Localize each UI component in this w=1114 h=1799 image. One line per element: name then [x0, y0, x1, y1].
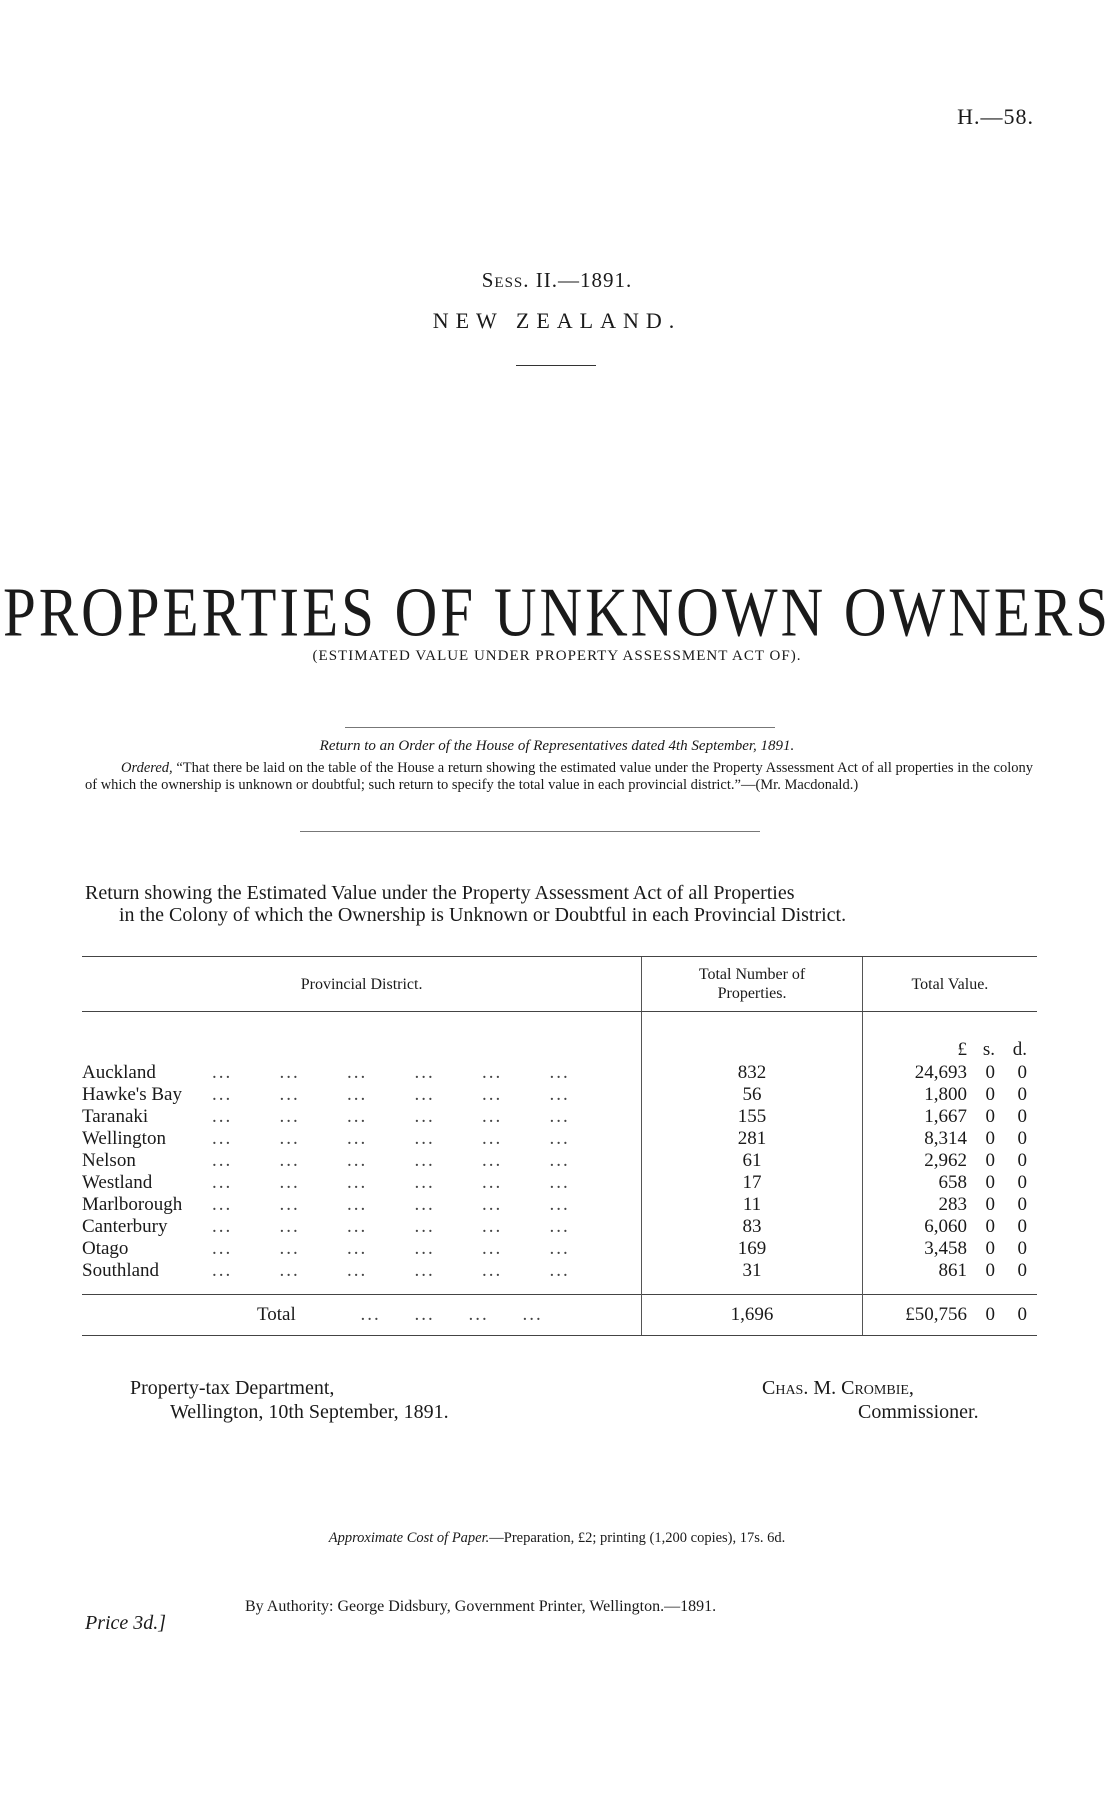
value-pence: 0 [1017, 1150, 1027, 1171]
order-reference: Return to an Order of the House of Representatives dated 4th September, 1891. [319, 738, 795, 754]
row-leaders: ... ... ... ... ... ... [212, 1106, 570, 1127]
value-pounds: 24,693 [914, 1062, 967, 1083]
total-number: 1,696 [642, 1295, 863, 1336]
units-row [82, 1038, 1037, 1062]
row-leaders: ... ... ... ... ... ... [212, 1128, 570, 1149]
total-shillings: 0 [985, 1304, 995, 1325]
return-heading [85, 882, 1035, 926]
value-pence: 0 [1017, 1172, 1027, 1193]
value-pounds: 1,667 [924, 1106, 967, 1127]
table-row [82, 1062, 1037, 1084]
district-name: Auckland [82, 1062, 156, 1083]
spacer-row [82, 1282, 1037, 1295]
printer-authority: By Authority: George Didsbury, Government Printer, Wellington.—1891. [245, 1598, 717, 1615]
table-row [82, 1084, 1037, 1106]
value-shillings: 0 [985, 1084, 995, 1105]
value-pence: 0 [1017, 1194, 1027, 1215]
property-count: 832 [642, 1062, 863, 1084]
table-header-row [82, 957, 1037, 1012]
row-leaders: ... ... ... ... ... ... [212, 1062, 570, 1083]
total-pence: 0 [1017, 1304, 1027, 1325]
table-row [82, 1194, 1037, 1216]
value-pounds: 1,800 [924, 1084, 967, 1105]
property-count: 56 [642, 1084, 863, 1106]
value-shillings: 0 [985, 1106, 995, 1127]
signoff-department [130, 1376, 449, 1424]
header-district: Provincial District. [82, 957, 642, 1012]
value-pounds: 6,060 [924, 1216, 967, 1237]
table-row [82, 1238, 1037, 1260]
ordered-body: “That there be laid on the table of the House a return showing the estimated value under the Property Assessment Act of all properties in the colony of which the ownership is unknown or doubtful; such return to specify the total value in each provincial district.”—(Mr. Macdonald.) [85, 760, 1034, 793]
return-heading-line1: Return showing the Estimated Value under the Property Assessment Act of all Properties [85, 882, 795, 904]
row-leaders: ... ... ... ... ... ... [212, 1194, 570, 1215]
table-row [82, 1216, 1037, 1238]
value-pounds: 2,962 [924, 1150, 967, 1171]
return-heading-line2: in the Colony of which the Ownership is Unknown or Doubtful in each Provincial District. [119, 904, 847, 926]
property-count: 17 [642, 1172, 863, 1194]
property-count: 61 [642, 1150, 863, 1172]
page-number: H.—58. [957, 104, 1034, 129]
value-pounds: 658 [938, 1172, 967, 1193]
value-shillings: 0 [985, 1128, 995, 1149]
cost-line [0, 1530, 1114, 1547]
value-pounds: 861 [938, 1260, 967, 1281]
district-name: Canterbury [82, 1216, 168, 1237]
value-shillings: 0 [985, 1172, 995, 1193]
property-count: 281 [642, 1128, 863, 1150]
district-name: Hawke's Bay [82, 1084, 182, 1105]
table-row [82, 1172, 1037, 1194]
value-pence: 0 [1017, 1062, 1027, 1083]
table-row [82, 1128, 1037, 1150]
value-shillings: 0 [985, 1062, 995, 1083]
value-pounds: 283 [938, 1194, 967, 1215]
value-pounds: 8,314 [924, 1128, 967, 1149]
order-divider-bottom [300, 831, 760, 832]
signatory-name: Chas. M. Crombie, [762, 1377, 914, 1399]
country-line: NEW ZEALAND. [432, 308, 682, 333]
district-name: Wellington [82, 1128, 166, 1149]
place-date: Wellington, 10th September, 1891. [170, 1401, 449, 1423]
value-pence: 0 [1017, 1238, 1027, 1259]
short-divider [516, 365, 596, 366]
property-count: 83 [642, 1216, 863, 1238]
session-line [0, 268, 1114, 293]
cost-label: Approximate Cost of Paper. [328, 1530, 490, 1546]
total-row [82, 1295, 1037, 1336]
district-name: Nelson [82, 1150, 136, 1171]
row-leaders: ... ... ... ... ... ... [212, 1238, 570, 1259]
signoff-signatory [762, 1376, 979, 1424]
table-row [82, 1150, 1037, 1172]
district-name: Taranaki [82, 1106, 149, 1127]
property-count: 11 [642, 1194, 863, 1216]
department-name: Property-tax Department, [130, 1377, 335, 1399]
district-name: Southland [82, 1260, 160, 1281]
spacer-row [82, 1012, 1037, 1039]
total-pounds: £50,756 [905, 1304, 967, 1325]
header-value: Total Value. [862, 957, 1037, 1012]
value-shillings: 0 [985, 1194, 995, 1215]
total-leaders: ... ... ... ... [360, 1304, 543, 1325]
value-pence: 0 [1017, 1084, 1027, 1105]
value-pence: 0 [1017, 1106, 1027, 1127]
header-number: Total Number of Properties. [642, 957, 863, 1012]
value-pence: 0 [1017, 1260, 1027, 1281]
row-leaders: ... ... ... ... ... ... [212, 1084, 570, 1105]
signatory-title: Commissioner. [858, 1401, 979, 1423]
table-row [82, 1260, 1037, 1282]
value-pounds: 3,458 [924, 1238, 967, 1259]
order-text [85, 760, 1033, 794]
district-name: Marlborough [82, 1194, 183, 1215]
price: Price 3d.] [85, 1612, 167, 1634]
table-row [82, 1106, 1037, 1128]
unit-pounds: £ [957, 1039, 967, 1060]
value-pence: 0 [1017, 1216, 1027, 1237]
row-leaders: ... ... ... ... ... ... [212, 1216, 570, 1237]
value-shillings: 0 [985, 1260, 995, 1281]
cost-text: —Preparation, £2; printing (1,200 copies), 17s. 6d. [489, 1530, 786, 1546]
property-count: 169 [642, 1238, 863, 1260]
row-leaders: ... ... ... ... ... ... [212, 1150, 570, 1171]
value-shillings: 0 [985, 1216, 995, 1237]
unit-pence: d. [1012, 1039, 1027, 1060]
row-leaders: ... ... ... ... ... ... [212, 1260, 570, 1281]
unit-shillings: s. [982, 1039, 995, 1060]
district-name: Westland [82, 1172, 153, 1193]
district-name: Otago [82, 1238, 129, 1259]
property-count: 155 [642, 1106, 863, 1128]
order-divider-top [345, 727, 775, 728]
ordered-label: Ordered, [121, 760, 173, 776]
document-title: PROPERTIES OF UNKNOWN OWNERS [2, 572, 1112, 651]
value-shillings: 0 [985, 1238, 995, 1259]
document-subtitle: (ESTIMATED VALUE UNDER PROPERTY ASSESSMENT ACT OF). [312, 648, 802, 664]
returns-table [82, 956, 1037, 1336]
value-shillings: 0 [985, 1150, 995, 1171]
property-count: 31 [642, 1260, 863, 1282]
row-leaders: ... ... ... ... ... ... [212, 1172, 570, 1193]
total-label: Total [257, 1304, 296, 1325]
session-text: Sess. II.—1891. [481, 268, 633, 292]
value-pence: 0 [1017, 1128, 1027, 1149]
